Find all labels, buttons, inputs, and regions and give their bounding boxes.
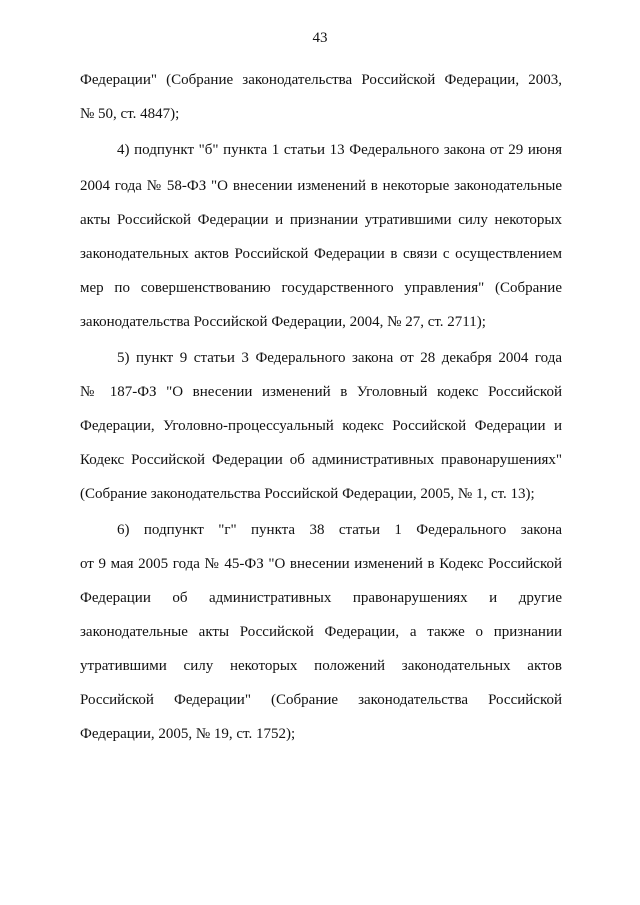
text-line: Российской Федерации" (Собрание законодательства Российской: [80, 692, 562, 708]
text-line: (Собрание законодательства Российской Федерации, 2005, № 1, ст. 13);: [80, 486, 535, 502]
text-line: 2004 года № 58-ФЗ "О внесении изменений в некоторые законодательные: [80, 178, 562, 194]
list-item-4-first-line: 4) подпункт "б" пункта 1 статьи 13 Федерального закона от 29 июня: [117, 142, 562, 158]
text-line: № 50, ст. 4847);: [80, 106, 180, 122]
text-line: Федерации, Уголовно-процессуальный кодекс Российской Федерации и: [80, 418, 562, 434]
text-line: законодательства Российской Федерации, 2004, № 27, ст. 2711);: [80, 314, 486, 330]
page-number: 43: [312, 30, 328, 46]
text-line: Федерации, 2005, № 19, ст. 1752);: [80, 726, 296, 742]
text-line: № 187-ФЗ "О внесении изменений в Уголовный кодекс Российской: [80, 384, 562, 400]
text-line: Федерации" (Собрание законодательства Российской Федерации, 2003,: [80, 72, 562, 88]
list-item-5-first-line: 5) пункт 9 статьи 3 Федерального закона от 28 декабря 2004 года: [117, 350, 562, 366]
list-item-6-first-line: 6) подпункт "г" пункта 38 статьи 1 Федерального закона: [117, 522, 562, 538]
text-line: мер по совершенствованию государственного управления" (Собрание: [80, 280, 562, 296]
text-line: от 9 мая 2005 года № 45-ФЗ "О внесении изменений в Кодекс Российской: [80, 556, 562, 572]
text-line: утратившими силу некоторых положений законодательных актов: [80, 658, 562, 674]
text-line: акты Российской Федерации и признании утратившими силу некоторых: [80, 212, 562, 228]
text-line: Федерации об административных правонарушениях и другие: [80, 590, 562, 606]
text-line: Кодекс Российской Федерации об административных правонарушениях": [80, 452, 562, 468]
text-line: законодательные акты Российской Федерации, а также о признании: [80, 624, 562, 640]
text-line: законодательных актов Российской Федерации в связи с осуществлением: [80, 246, 562, 262]
